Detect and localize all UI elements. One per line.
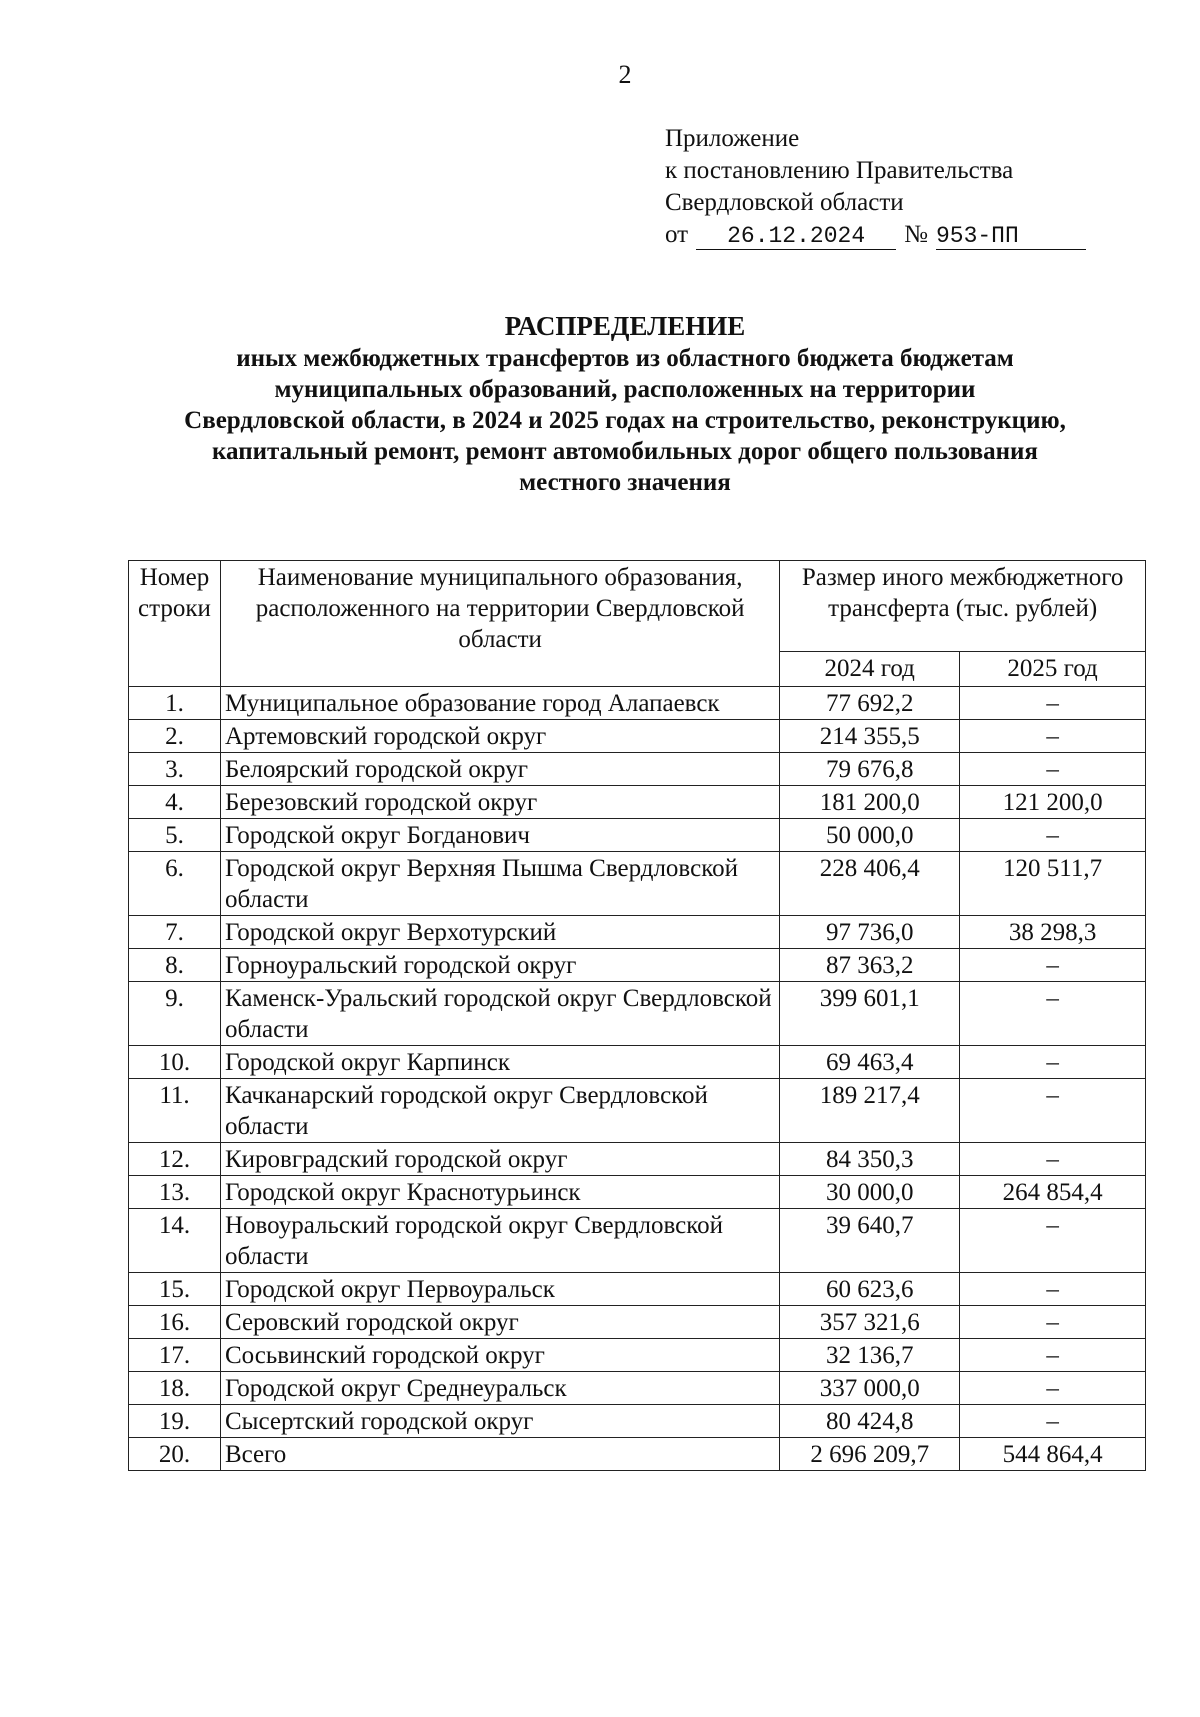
title-line-3: Свердловской области, в 2024 и 2025 годах на строительство, реконструкцию,	[184, 407, 1066, 434]
row-number-cell: 4.	[129, 786, 221, 819]
municipality-name-cell: Городской округ Верхняя Пышма Свердловской области	[220, 852, 779, 916]
amount-2024-cell: 30 000,0	[780, 1176, 960, 1209]
row-number-cell: 5.	[129, 819, 221, 852]
municipality-name-cell: Новоуральский городской округ Свердловской области	[220, 1209, 779, 1273]
row-number-cell: 1.	[129, 687, 221, 720]
table-row	[129, 687, 1146, 720]
municipality-name-cell: Каменск-Уральский городской округ Свердловской области	[220, 982, 779, 1046]
table-row	[129, 1339, 1146, 1372]
municipality-name-cell: Городской округ Краснотурьинск	[220, 1176, 779, 1209]
amount-2024-cell: 84 350,3	[780, 1143, 960, 1176]
number-prefix: №	[904, 221, 928, 248]
appendix-line-1: Приложение	[665, 125, 800, 152]
table-row	[129, 786, 1146, 819]
amount-2025-cell: –	[960, 1405, 1146, 1438]
number-value: 953-ПП	[936, 223, 1086, 250]
title-line-1: иных межбюджетных трансфертов из областного бюджета бюджетам	[236, 345, 1014, 372]
row-number-cell: 6.	[129, 852, 221, 916]
table-row	[129, 1306, 1146, 1339]
municipality-name-cell: Горноуральский городской округ	[220, 949, 779, 982]
title-main: РАСПРЕДЕЛЕНИЕ	[504, 311, 746, 341]
row-number-cell: 7.	[129, 916, 221, 949]
page-number: 2	[618, 60, 632, 89]
municipality-name-cell: Городской округ Первоуральск	[220, 1273, 779, 1306]
table-row	[129, 1438, 1146, 1471]
amount-2025-cell: 264 854,4	[960, 1176, 1146, 1209]
amount-2024-cell: 77 692,2	[780, 687, 960, 720]
appendix-block	[665, 123, 1086, 251]
amount-2025-cell: –	[960, 1079, 1146, 1143]
title-line-2: муниципальных образований, расположенных на территории	[274, 376, 976, 403]
row-number-cell: 8.	[129, 949, 221, 982]
municipality-name-cell: Артемовский городской округ	[220, 720, 779, 753]
row-number-cell: 3.	[129, 753, 221, 786]
amount-2025-cell: –	[960, 1372, 1146, 1405]
municipality-name-cell: Серовский городской округ	[220, 1306, 779, 1339]
row-number-cell: 12.	[129, 1143, 221, 1176]
municipality-name-cell: Городской округ Карпинск	[220, 1046, 779, 1079]
municipality-name-cell: Качканарский городской округ Свердловской области	[220, 1079, 779, 1143]
table-row	[129, 949, 1146, 982]
municipality-name-cell: Городской округ Среднеуральск	[220, 1372, 779, 1405]
amount-2024-cell: 60 623,6	[780, 1273, 960, 1306]
table-body	[129, 687, 1146, 1471]
table-row	[129, 1209, 1146, 1273]
municipality-name-cell: Березовский городской округ	[220, 786, 779, 819]
amount-2025-cell: –	[960, 687, 1146, 720]
municipality-name-cell: Сосьвинский городской округ	[220, 1339, 779, 1372]
row-number-cell: 17.	[129, 1339, 221, 1372]
municipality-name-cell: Муниципальное образование город Алапаевск	[220, 687, 779, 720]
table-row	[129, 1079, 1146, 1143]
header-row-number: Номер строки	[129, 561, 221, 687]
row-number-cell: 11.	[129, 1079, 221, 1143]
amount-2024-cell: 79 676,8	[780, 753, 960, 786]
amount-2025-cell: –	[960, 1143, 1146, 1176]
amount-2024-cell: 214 355,5	[780, 720, 960, 753]
appendix-line-3: Свердловской области	[665, 189, 904, 216]
row-number-cell: 15.	[129, 1273, 221, 1306]
amount-2024-cell: 399 601,1	[780, 982, 960, 1046]
row-number-cell: 20.	[129, 1438, 221, 1471]
row-number-cell: 16.	[129, 1306, 221, 1339]
row-number-cell: 9.	[129, 982, 221, 1046]
amount-2024-cell: 2 696 209,7	[780, 1438, 960, 1471]
amount-2025-cell: 121 200,0	[960, 786, 1146, 819]
amount-2024-cell: 189 217,4	[780, 1079, 960, 1143]
distribution-table	[128, 560, 1146, 1471]
row-number-cell: 10.	[129, 1046, 221, 1079]
table-row	[129, 720, 1146, 753]
title-line-5: местного значения	[519, 469, 731, 496]
amount-2024-cell: 181 200,0	[780, 786, 960, 819]
amount-2025-cell: –	[960, 753, 1146, 786]
amount-2025-cell: –	[960, 1046, 1146, 1079]
amount-2024-cell: 39 640,7	[780, 1209, 960, 1273]
table-row	[129, 982, 1146, 1046]
table-row	[129, 753, 1146, 786]
table-row	[129, 1405, 1146, 1438]
table-row	[129, 819, 1146, 852]
amount-2025-cell: –	[960, 949, 1146, 982]
amount-2025-cell: 544 864,4	[960, 1438, 1146, 1471]
amount-2024-cell: 97 736,0	[780, 916, 960, 949]
row-number-cell: 13.	[129, 1176, 221, 1209]
date-value: 26.12.2024	[696, 223, 896, 250]
table-row	[129, 1046, 1146, 1079]
header-municipality-name: Наименование муниципального образования, расположенного на территории Свердловской области	[220, 561, 779, 687]
amount-2024-cell: 228 406,4	[780, 852, 960, 916]
date-prefix: от	[665, 221, 689, 248]
header-year-2024: 2024 год	[780, 652, 960, 687]
amount-2024-cell: 80 424,8	[780, 1405, 960, 1438]
amount-2025-cell: –	[960, 1339, 1146, 1372]
municipality-name-cell: Городской округ Верхотурский	[220, 916, 779, 949]
header-year-2025: 2025 год	[960, 652, 1146, 687]
amount-2025-cell: 38 298,3	[960, 916, 1146, 949]
table-row	[129, 852, 1146, 916]
row-number-cell: 19.	[129, 1405, 221, 1438]
table-row	[129, 1372, 1146, 1405]
amount-2025-cell: 120 511,7	[960, 852, 1146, 916]
amount-2024-cell: 32 136,7	[780, 1339, 960, 1372]
title-line-4: капитальный ремонт, ремонт автомобильных дорог общего пользования	[212, 438, 1038, 465]
amount-2025-cell: –	[960, 1273, 1146, 1306]
amount-2025-cell: –	[960, 1306, 1146, 1339]
amount-2024-cell: 337 000,0	[780, 1372, 960, 1405]
amount-2025-cell: –	[960, 982, 1146, 1046]
document-title	[60, 309, 1190, 498]
appendix-line-2: к постановлению Правительства	[665, 157, 1014, 184]
row-number-cell: 18.	[129, 1372, 221, 1405]
row-number-cell: 2.	[129, 720, 221, 753]
amount-2024-cell: 69 463,4	[780, 1046, 960, 1079]
amount-2024-cell: 357 321,6	[780, 1306, 960, 1339]
table-row	[129, 916, 1146, 949]
table-row	[129, 1143, 1146, 1176]
table-row	[129, 1273, 1146, 1306]
amount-2024-cell: 87 363,2	[780, 949, 960, 982]
header-transfer-size: Размер иного межбюджетного трансферта (тыс. рублей)	[780, 561, 1146, 652]
municipality-name-cell: Городской округ Богданович	[220, 819, 779, 852]
amount-2025-cell: –	[960, 720, 1146, 753]
municipality-name-cell: Сысертский городской округ	[220, 1405, 779, 1438]
municipality-name-cell: Кировградский городской округ	[220, 1143, 779, 1176]
row-number-cell: 14.	[129, 1209, 221, 1273]
appendix-date-line	[665, 219, 1086, 251]
municipality-name-cell: Всего	[220, 1438, 779, 1471]
amount-2025-cell: –	[960, 1209, 1146, 1273]
table-row	[129, 1176, 1146, 1209]
amount-2024-cell: 50 000,0	[780, 819, 960, 852]
municipality-name-cell: Белоярский городской округ	[220, 753, 779, 786]
amount-2025-cell: –	[960, 819, 1146, 852]
